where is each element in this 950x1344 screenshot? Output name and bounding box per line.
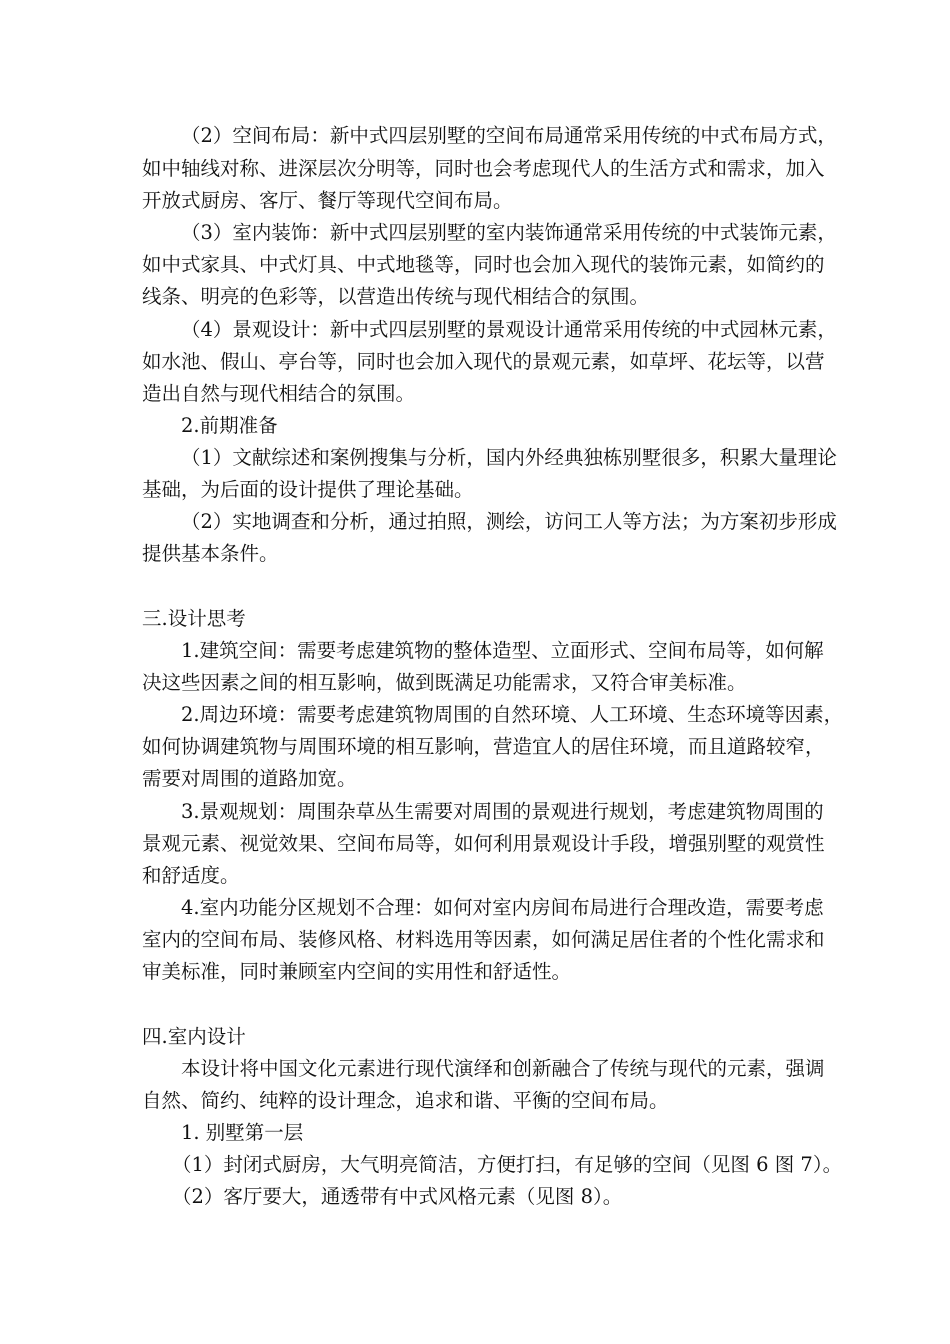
paragraph-line: 4.室内功能分区规划不合理：如何对室内房间布局进行合理改造，需要考虑 xyxy=(181,896,824,919)
paragraph-line: 2.周边环境：需要考虑建筑物周围的自然环境、人工环境、生态环境等因素， xyxy=(181,703,844,726)
paragraph-line: （4）景观设计：新中式四层别墅的景观设计通常采用传统的中式园林元素， xyxy=(181,318,837,341)
subsection-heading: 1. 别墅第一层 xyxy=(181,1121,304,1144)
paragraph-line: 和舒适度。 xyxy=(142,864,240,887)
paragraph-line: 本设计将中国文化元素进行现代演绎和创新融合了传统与现代的元素，强调 xyxy=(181,1057,825,1080)
paragraph-line: 如中式家具、中式灯具、中式地毯等，同时也会加入现代的装饰元素，如简约的 xyxy=(142,253,825,276)
section-heading: 四.室内设计 xyxy=(142,1025,246,1048)
paragraph-line: 3.景观规划：周围杂草丛生需要对周围的景观进行规划，考虑建筑物周围的 xyxy=(181,800,824,823)
paragraph-line: 审美标准，同时兼顾室内空间的实用性和舒适性。 xyxy=(142,960,572,983)
paragraph-line: 提供基本条件。 xyxy=(142,542,279,565)
paragraph-line: （1）封闭式厨房，大气明亮简洁，方便打扫，有足够的空间（见图 6 图 7）。 xyxy=(172,1153,843,1176)
paragraph-line: （2）空间布局：新中式四层别墅的空间布局通常采用传统的中式布局方式， xyxy=(181,124,837,147)
paragraph-line: 线条、明亮的色彩等，以营造出传统与现代相结合的氛围。 xyxy=(142,285,650,308)
paragraph-line: （2）客厅要大，通透带有中式风格元素（见图 8）。 xyxy=(172,1185,623,1208)
paragraph-line: 如何协调建筑物与周围环境的相互影响，营造宜人的居住环境，而且道路较窄， xyxy=(142,735,825,758)
section-heading: 三.设计思考 xyxy=(142,607,246,630)
paragraph-line: 造出自然与现代相结合的氛围。 xyxy=(142,382,416,405)
paragraph-line: （2）实地调查和分析，通过拍照，测绘，访问工人等方法；为方案初步形成 xyxy=(181,510,837,533)
paragraph-line: 景观元素、视觉效果、空间布局等，如何利用景观设计手段，增强别墅的观赏性 xyxy=(142,832,825,855)
paragraph-line: 自然、简约、纯粹的设计理念，追求和谐、平衡的空间布局。 xyxy=(142,1089,669,1112)
paragraph-line: （3）室内装饰：新中式四层别墅的室内装饰通常采用传统的中式装饰元素， xyxy=(181,221,837,244)
paragraph-line: （1）文献综述和案例搜集与分析，国内外经典独栋别墅很多，积累大量理论 xyxy=(181,446,837,469)
subsection-heading: 2.前期准备 xyxy=(181,414,278,437)
paragraph-line: 基础，为后面的设计提供了理论基础。 xyxy=(142,478,474,501)
paragraph-line: 决这些因素之间的相互影响，做到既满足功能需求，又符合审美标准。 xyxy=(142,671,747,694)
paragraph-line: 室内的空间布局、装修风格、材料选用等因素，如何满足居住者的个性化需求和 xyxy=(142,928,825,951)
paragraph-line: 如中轴线对称、进深层次分明等，同时也会考虑现代人的生活方式和需求，加入 xyxy=(142,157,825,180)
paragraph-line: 如水池、假山、亭台等，同时也会加入现代的景观元素，如草坪、花坛等，以营 xyxy=(142,350,825,373)
paragraph-line: 需要对周围的道路加宽。 xyxy=(142,767,357,790)
paragraph-line: 1.建筑空间：需要考虑建筑物的整体造型、立面形式、空间布局等，如何解 xyxy=(181,639,824,662)
paragraph-line: 开放式厨房、客厅、餐厅等现代空间布局。 xyxy=(142,189,513,212)
